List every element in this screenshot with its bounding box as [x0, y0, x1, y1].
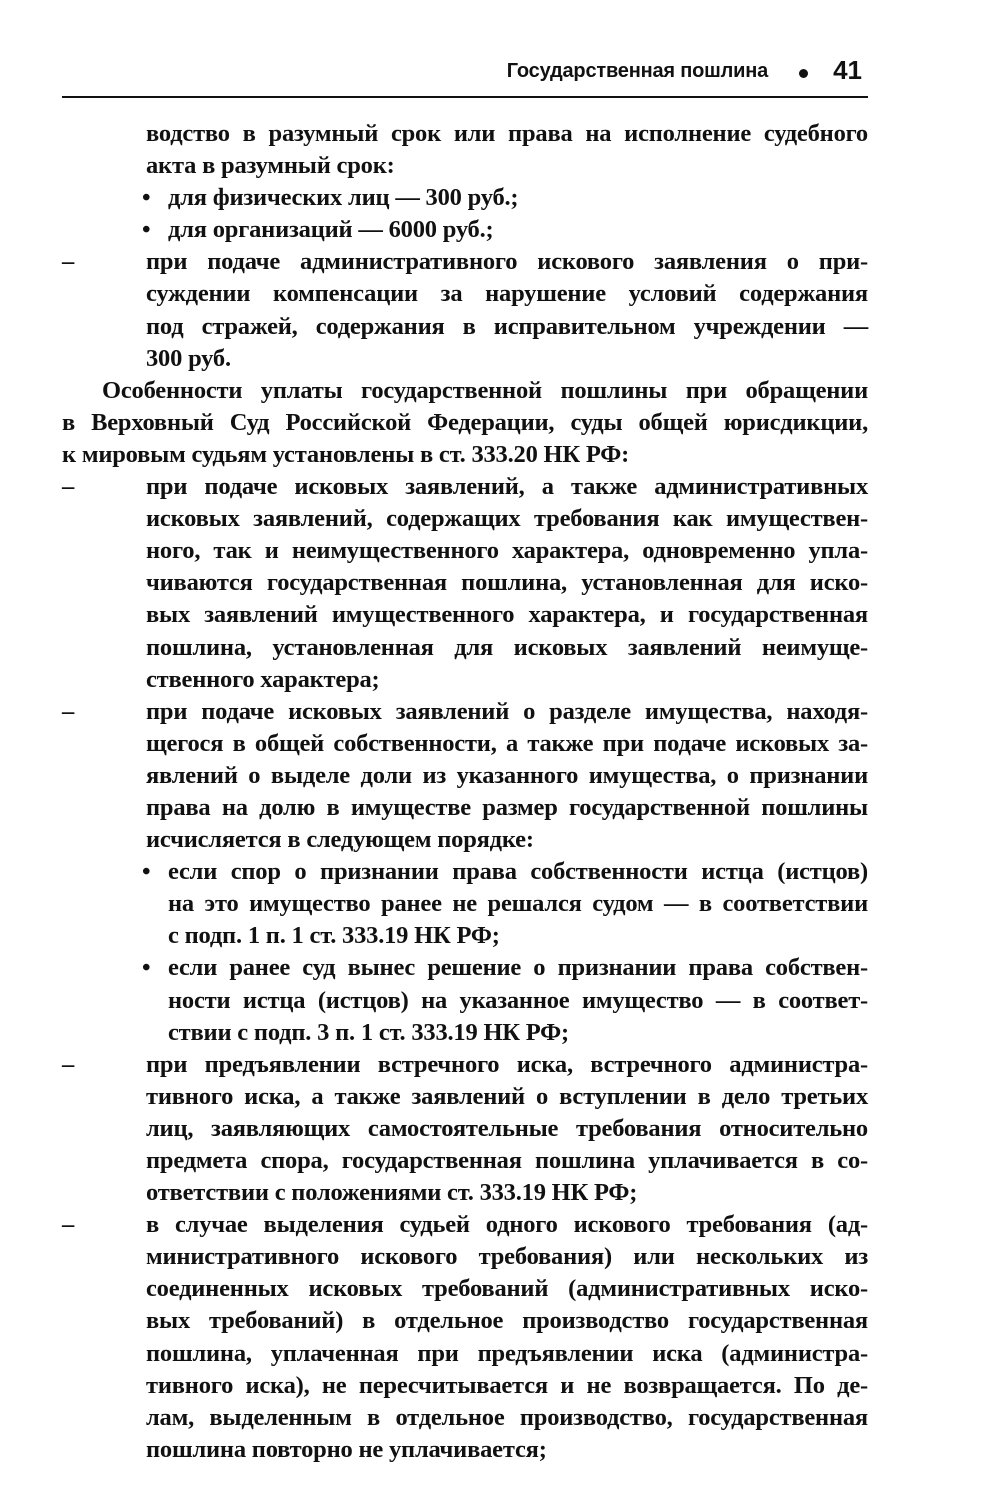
text-line	[146, 792, 868, 824]
line-text: явлений о выделе доли из указанного имущества, о признании	[146, 761, 868, 789]
text-line	[146, 503, 868, 535]
dash-list-item-line	[62, 696, 868, 728]
text-line	[62, 407, 868, 439]
line-text: ственного характера;	[146, 665, 380, 693]
text-line	[146, 728, 868, 760]
text-line	[146, 535, 868, 567]
text-line	[168, 985, 868, 1017]
line-text: ответствии с положениями ст. 333.19 НК РФ;	[146, 1179, 638, 1207]
line-text: пошлина, уплаченная при предъявлении иска (администра-	[146, 1339, 868, 1367]
line-text: пошлина, установленная для исковых заявлений неимуще-	[146, 633, 868, 661]
list-bullet-marker: •	[142, 184, 151, 212]
text-line	[146, 824, 868, 856]
line-text: под стражей, содержания в исправительном учреждении —	[146, 312, 868, 340]
list-dash-marker: –	[62, 248, 75, 276]
line-text: Особенности уплаты государственной пошлины при обращении	[102, 376, 868, 404]
bullet-list-item-line	[142, 856, 868, 888]
line-text: на это имущество ранее не решался судом — в соответствии	[168, 890, 868, 918]
line-text: вых заявлений имущественного характера, и государственная	[146, 601, 868, 629]
line-text: предмета спора, государственная пошлина уплачивается в со-	[146, 1147, 868, 1174]
running-title: Государственная пошлина	[506, 60, 768, 82]
text-line	[146, 1402, 868, 1434]
line-text: при предъявлении встречного иска, встречного администра-	[146, 1050, 868, 1078]
line-text: чиваются государственная пошлина, установленная для иско-	[146, 569, 868, 597]
page-number: 41	[833, 55, 862, 85]
text-line	[146, 1370, 868, 1402]
text-line	[146, 1305, 868, 1337]
line-text: соединенных исковых требований (административных иско-	[146, 1275, 868, 1303]
line-text: водство в разумный срок или права на исполнение судебного	[146, 120, 868, 147]
list-bullet-marker: •	[142, 216, 151, 244]
line-text: при подаче исковых заявлений, а также административных	[146, 473, 868, 501]
text-line	[146, 632, 868, 664]
text-line	[146, 343, 868, 375]
line-text: к мировым судьям установлены в ст. 333.20 НК РФ:	[62, 440, 630, 468]
text-line	[146, 1434, 868, 1466]
running-header	[62, 52, 868, 98]
text-line	[146, 311, 868, 343]
text-line	[146, 664, 868, 696]
line-text: с подп. 1 п. 1 ст. 333.19 НК РФ;	[168, 922, 500, 950]
text-line	[62, 439, 868, 471]
line-text: в случае выделения судьей одного искового требования (ад-	[146, 1211, 868, 1239]
line-text: права на долю в имуществе размер государственной пошлины	[146, 793, 868, 821]
text-line	[146, 1241, 868, 1273]
list-dash-marker: –	[62, 1050, 75, 1078]
line-text: для организаций — 6000 руб.;	[168, 216, 494, 244]
text-line	[146, 599, 868, 631]
line-text: лам, выделенным в отдельное производство, государственная	[146, 1403, 868, 1431]
text-line	[146, 760, 868, 792]
text-line	[146, 567, 868, 599]
bullet-list-item-line	[142, 952, 868, 984]
text-line	[146, 1113, 868, 1145]
bullet-list-item-line	[142, 182, 868, 214]
line-text: если спор о признании права собственности истца (истцов)	[168, 858, 868, 886]
text-line	[168, 920, 868, 952]
line-text: если ранее суд вынес решение о признании права собствен-	[168, 954, 868, 982]
list-dash-marker: –	[62, 697, 75, 725]
line-text: тивного иска), не пересчитывается и не возвращается. По де-	[146, 1371, 868, 1399]
text-line	[146, 1145, 868, 1177]
text-line	[146, 1273, 868, 1305]
line-text: министративного искового требования) или нескольких из	[146, 1243, 868, 1271]
line-text: тивного иска, а также заявлений о вступлении в дело третьих	[146, 1082, 868, 1110]
dash-list-item-line	[62, 1209, 868, 1241]
line-text: пошлина повторно не уплачивается;	[146, 1435, 547, 1463]
line-text: ного, так и неимущественного характера, одновременно упла-	[146, 537, 868, 565]
line-text: исковых заявлений, содержащих требования как имуществен-	[146, 505, 868, 533]
dash-list-item-line	[62, 471, 868, 503]
text-line	[146, 118, 868, 150]
text-line	[102, 375, 868, 407]
line-text: при подаче административного искового заявления о при-	[146, 248, 868, 276]
bullet-list-item-line	[142, 214, 868, 246]
dash-list-item-line	[62, 246, 868, 278]
header-separator-dot	[799, 69, 808, 78]
line-text: ствии с подп. 3 п. 1 ст. 333.19 НК РФ;	[168, 1018, 569, 1046]
body-text	[62, 118, 868, 1466]
text-line	[146, 1081, 868, 1113]
line-text: вых требований) в отдельное производство государственная	[146, 1307, 868, 1335]
list-dash-marker: –	[62, 1211, 75, 1239]
text-line	[168, 888, 868, 920]
text-line	[146, 1338, 868, 1370]
line-text: исчисляется в следующем порядке:	[146, 826, 534, 854]
line-text: при подаче исковых заявлений о разделе имущества, находя-	[146, 697, 868, 725]
line-text: лиц, заявляющих самостоятельные требования относительно	[146, 1114, 868, 1142]
dash-list-item-line	[62, 1049, 868, 1081]
text-line	[146, 1177, 868, 1209]
list-bullet-marker: •	[142, 858, 151, 886]
line-text: щегося в общей собственности, а также при подаче исковых за-	[146, 729, 868, 757]
header-rule	[62, 96, 868, 98]
line-text: ности истца (истцов) на указанное имущество — в соответ-	[168, 986, 868, 1014]
line-text: суждении компенсации за нарушение условий содержания	[146, 280, 868, 308]
line-text: акта в разумный срок:	[146, 152, 395, 180]
line-text: 300 руб.	[146, 344, 231, 372]
list-dash-marker: –	[62, 473, 75, 501]
line-text: для физических лиц — 300 руб.;	[168, 184, 519, 212]
list-bullet-marker: •	[142, 954, 151, 982]
text-line	[146, 150, 868, 182]
text-line	[168, 1017, 868, 1049]
line-text: в Верховный Суд Российской Федерации, суды общей юрисдикции,	[62, 408, 868, 436]
text-line	[146, 278, 868, 310]
